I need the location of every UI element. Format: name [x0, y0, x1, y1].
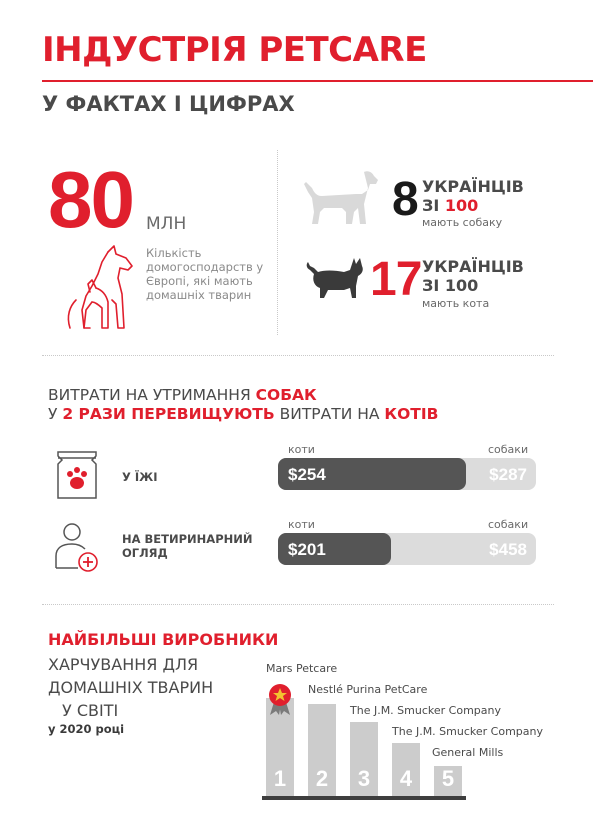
heading-text: У — [48, 405, 63, 423]
ratio-base: 100 — [444, 196, 479, 215]
rank-number: 2 — [315, 766, 329, 791]
section-divider — [42, 355, 554, 356]
costs-heading — [48, 386, 438, 424]
section-divider — [42, 604, 554, 605]
heading-text: ВИТРАТИ НА — [274, 405, 385, 423]
rank-number: 5 — [441, 766, 455, 791]
manufacturers-year: у 2020 році — [48, 722, 125, 736]
households-value: 80 — [48, 155, 133, 244]
households-unit: МЛН — [146, 214, 187, 234]
cat-silhouette-icon — [304, 256, 366, 300]
households-description: Кількість домогосподарств у Європі, які мають домашніх тварин — [146, 246, 264, 302]
cats-food-value: $254 — [288, 465, 326, 484]
section-divider-vertical — [277, 150, 278, 335]
dog-owners-label: УКРАЇНЦІВ — [422, 177, 524, 196]
dogs-vet-value: $458 — [489, 540, 527, 559]
vet-cost-label: НА ВЕТИРИНАРНИЙ ОГЛЯД — [122, 532, 253, 560]
cats-vet-value: $201 — [288, 540, 326, 559]
ratio-base: 100 — [444, 276, 479, 295]
dog-owners-note: мають собаку — [422, 216, 503, 229]
vet-checkup-icon — [52, 520, 102, 576]
heading-text: ВИТРАТИ НА УТРИМАННЯ — [48, 386, 256, 404]
food-cost-label: У ЇЖІ — [122, 470, 158, 484]
dog-silhouette-icon — [302, 168, 380, 226]
cat-owners-ratio — [422, 277, 478, 295]
rank-number: 4 — [399, 766, 413, 791]
manufacturers-subtitle — [48, 653, 213, 722]
company-name: The J.M. Smucker Company — [392, 725, 543, 738]
dogs-food-value: $287 — [489, 465, 527, 484]
ratio-prefix: ЗІ — [422, 276, 445, 295]
company-name: General Mills — [432, 746, 504, 759]
cats-axis-label: коти — [288, 518, 315, 531]
cat-owners-note: мають кота — [422, 297, 490, 310]
dog-and-cat-outline-icon — [62, 244, 142, 334]
ratio-prefix: ЗІ — [422, 196, 445, 215]
medal-icon — [265, 682, 295, 716]
rank-number: 1 — [273, 766, 287, 791]
company-name: Nestlé Purina PetCare — [308, 683, 428, 696]
dog-owners-ratio — [422, 197, 478, 215]
cat-owners-label: УКРАЇНЦІВ — [422, 257, 524, 276]
company-name: Mars Petcare — [266, 662, 338, 675]
cat-owners-number: 17 — [370, 253, 422, 306]
dogs-axis-label: собаки — [488, 443, 529, 456]
title-underline — [42, 80, 593, 82]
podium-baseline — [262, 796, 466, 800]
pet-food-bag-icon — [52, 448, 102, 502]
subtitle-line: ДОМАШНІХ ТВАРИН — [48, 678, 214, 697]
heading-highlight: КОТІВ — [384, 405, 439, 423]
heading-highlight: 2 РАЗИ ПЕРЕВИЩУЮТЬ — [62, 405, 275, 423]
subtitle-line: У СВІТІ — [62, 701, 119, 720]
manufacturers-title: НАЙБІЛЬШІ ВИРОБНИКИ — [48, 630, 279, 649]
rank-number: 3 — [357, 766, 371, 791]
subtitle-line: ХАРЧУВАННЯ ДЛЯ — [48, 655, 199, 674]
dog-owners-number: 8 — [392, 173, 418, 226]
company-name: The J.M. Smucker Company — [350, 704, 501, 717]
cats-axis-label: коти — [288, 443, 315, 456]
page-subtitle: У ФАКТАХ І ЦИФРАХ — [42, 92, 295, 116]
page-title: ІНДУСТРІЯ PETCARE — [42, 30, 427, 70]
dogs-axis-label: собаки — [488, 518, 529, 531]
heading-highlight: СОБАК — [255, 386, 317, 404]
